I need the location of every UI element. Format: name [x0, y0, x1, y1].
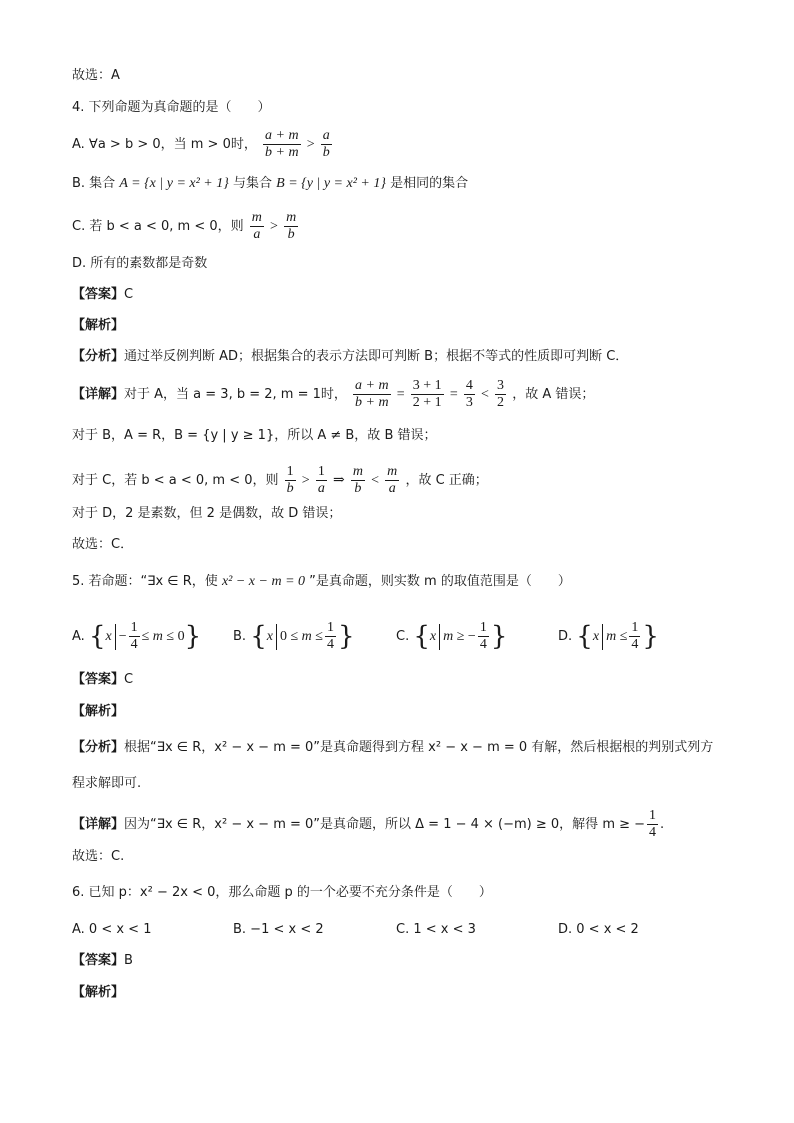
q4-answer [72, 285, 133, 305]
q6-option-c: C. 1 < x < 3 [396, 922, 476, 937]
q4-option-b-text: B. 集合 [72, 176, 116, 191]
answer-label: 【答案】 [72, 672, 125, 687]
detail-c-frac-3: $\frac{m}{b}$ [352, 464, 363, 496]
q5-stem [72, 572, 571, 592]
fenxi-label: 【分析】 [72, 740, 125, 755]
q5-option-a: A. {x − $\frac{1}{4}$ ≤ m ≤ 0} [72, 620, 202, 652]
detail-label: 【详解】 [72, 817, 125, 832]
q4-option-a-text: A. ∀a > b > 0，当 m > 0时， [72, 137, 257, 152]
q4-conclusion: 故选：C． [72, 537, 134, 552]
q4-detail-b: 对于 B，A = R，B = {y | y ≥ 1}，所以 A ≠ B，故 B 错误； [72, 428, 437, 443]
q6-analysis-label: 【解析】 [72, 985, 125, 1000]
q5-option-b: B. {x 0 ≤ m ≤ $\frac{1}{4}$ } [233, 620, 355, 652]
detail-c-frac-4: $\frac{m}{a}$ [387, 464, 398, 496]
q4-detail-c: 对于 C，若 b < a < 0, m < 0，则 $\frac{1}{b}$ > $\frac{1}{a}$ ⇒ $\frac{m}{b}$ < $\frac{m}{a}$ ，故 C 正确； [72, 464, 488, 496]
q4-option-c-text: C. 若 b < a < 0, m < 0，则 [72, 219, 244, 234]
q4-fenxi [72, 347, 628, 367]
q4-stem: 4. 下列命题为真命题的是（ ） [72, 100, 271, 115]
detail-c-frac-1: $\frac{1}{b}$ [286, 464, 294, 496]
q5-conclusion: 故选：C. [72, 849, 125, 864]
q5-detail: 【详解】因为“∃x ∈ R，x² − x − m = 0”是真命题，所以 Δ = 1 − 4 × (−m) ≥ 0，解得 m ≥ − $\frac{1}{4}$ . [72, 808, 665, 840]
q6-answer [72, 951, 133, 971]
q6-option-a: A. 0 < x < 1 [72, 922, 152, 937]
q4-option-b-text-3: 是相同的集合 [390, 176, 469, 191]
answer-label: 【答案】 [72, 953, 125, 968]
q5-option-c: C. {x m ≥ − $\frac{1}{4}$ } [396, 620, 508, 652]
q4-detail-a: 【详解】对于 A，当 a = 3, b = 2, m = 1时， $\frac{a + m}{b + m}$ = $\frac{3 + 1}{2 + 1}$ = $\frac{4}{3}$ < $\frac{3}{2}$ ，故 A 错误； [72, 378, 595, 410]
q5-stem-text: 5. 若命题：“∃x ∈ R，使 [72, 574, 218, 589]
detail-label: 【详解】 [72, 387, 125, 402]
q4-option-d: D. 所有的素数都是奇数 [72, 256, 208, 271]
q4-option-c-frac-left: $\frac{m}{a}$ [251, 210, 262, 242]
detail-c-text-2: ，故 C 正确； [405, 473, 488, 488]
q5-option-d-label: D. [558, 629, 573, 644]
q4-analysis-label: 【解析】 [72, 318, 125, 333]
fenxi-text: 通过举反例判断 AD；根据集合的表示方法即可判断 B；根据不等式的性质即可判断 C． [124, 349, 629, 364]
detail-a-frac-3: $\frac{4}{3}$ [465, 378, 473, 410]
q6-option-d: D. 0 < x < 2 [558, 922, 639, 937]
detail-a-text-2: ，故 A 错误； [512, 387, 595, 402]
q5-stem-text-2: ”是真命题，则实数 m 的取值范围是（ ） [309, 574, 571, 589]
q4-option-a: A. ∀a > b > 0，当 m > 0时， $\frac{a + m}{b + m}$ > $\frac{a}{b}$ [72, 128, 330, 160]
answer-label: 【答案】 [72, 287, 125, 302]
answer-value: C [124, 672, 134, 687]
answer-value: C [124, 287, 134, 302]
q5-option-c-label: C. [396, 629, 410, 644]
q4-option-b [72, 174, 468, 194]
q4-option-b-text-2: 与集合 [233, 176, 273, 191]
q6-stem: 6. 已知 p：x² − 2x < 0，那么命题 p 的一个必要不充分条件是（ ） [72, 885, 492, 900]
answer-value: B [124, 953, 133, 968]
q3-conclusion: 故选：A [72, 68, 120, 83]
q4-option-c: C. 若 b < a < 0, m < 0，则 $\frac{m}{a}$ > $\frac{m}{b}$ [72, 210, 297, 242]
q4-detail-d: 对于 D，2 是素数，但 2 是偶数，故 D 错误； [72, 506, 342, 521]
q5-option-b-label: B. [233, 629, 247, 644]
q5-fenxi-cont: 程求解即可. [72, 776, 142, 791]
q5-option-a-label: A. [72, 629, 85, 644]
detail-text: 因为“∃x ∈ R，x² − x − m = 0”是真命题，所以 Δ = 1 − 4 × (−m) ≥ 0，解得 m ≥ − [124, 817, 646, 832]
fenxi-label: 【分析】 [72, 349, 125, 364]
detail-a-frac-2: $\frac{3 + 1}{2 + 1}$ [412, 378, 442, 410]
q4-option-b-set-b: B = {y | y = x² + 1} [276, 176, 386, 191]
q4-option-a-frac-right: $\frac{a}{b}$ [322, 128, 330, 160]
q5-answer [72, 670, 133, 690]
q5-analysis-label: 【解析】 [72, 704, 125, 719]
detail-c-frac-2: $\frac{1}{a}$ [317, 464, 325, 496]
detail-frac: $\frac{1}{4}$ [649, 808, 657, 840]
detail-a-frac-4: $\frac{3}{2}$ [497, 378, 505, 410]
q4-option-a-frac-left: $\frac{a + m}{b + m}$ [265, 128, 299, 160]
q5-stem-equation: x² − x − m = 0 [221, 574, 306, 589]
q6-option-b: B. −1 < x < 2 [233, 922, 324, 937]
detail-a-frac-1: $\frac{a + m}{b + m}$ [355, 378, 389, 410]
detail-a-text: 对于 A，当 a = 3, b = 2, m = 1时， [124, 387, 347, 402]
q4-option-b-set-a: A = {x | y = x² + 1} [119, 176, 229, 191]
detail-c-text: 对于 C，若 b < a < 0, m < 0，则 [72, 473, 279, 488]
q5-fenxi [72, 738, 713, 758]
q5-option-d: D. {x m ≤ $\frac{1}{4}$ } [558, 620, 659, 652]
q4-option-c-frac-right: $\frac{m}{b}$ [286, 210, 297, 242]
fenxi-text: 根据“∃x ∈ R，x² − x − m = 0”是真命题得到方程 x² − x − m = 0 有解，然后根据根的判别式列方 [124, 740, 714, 755]
